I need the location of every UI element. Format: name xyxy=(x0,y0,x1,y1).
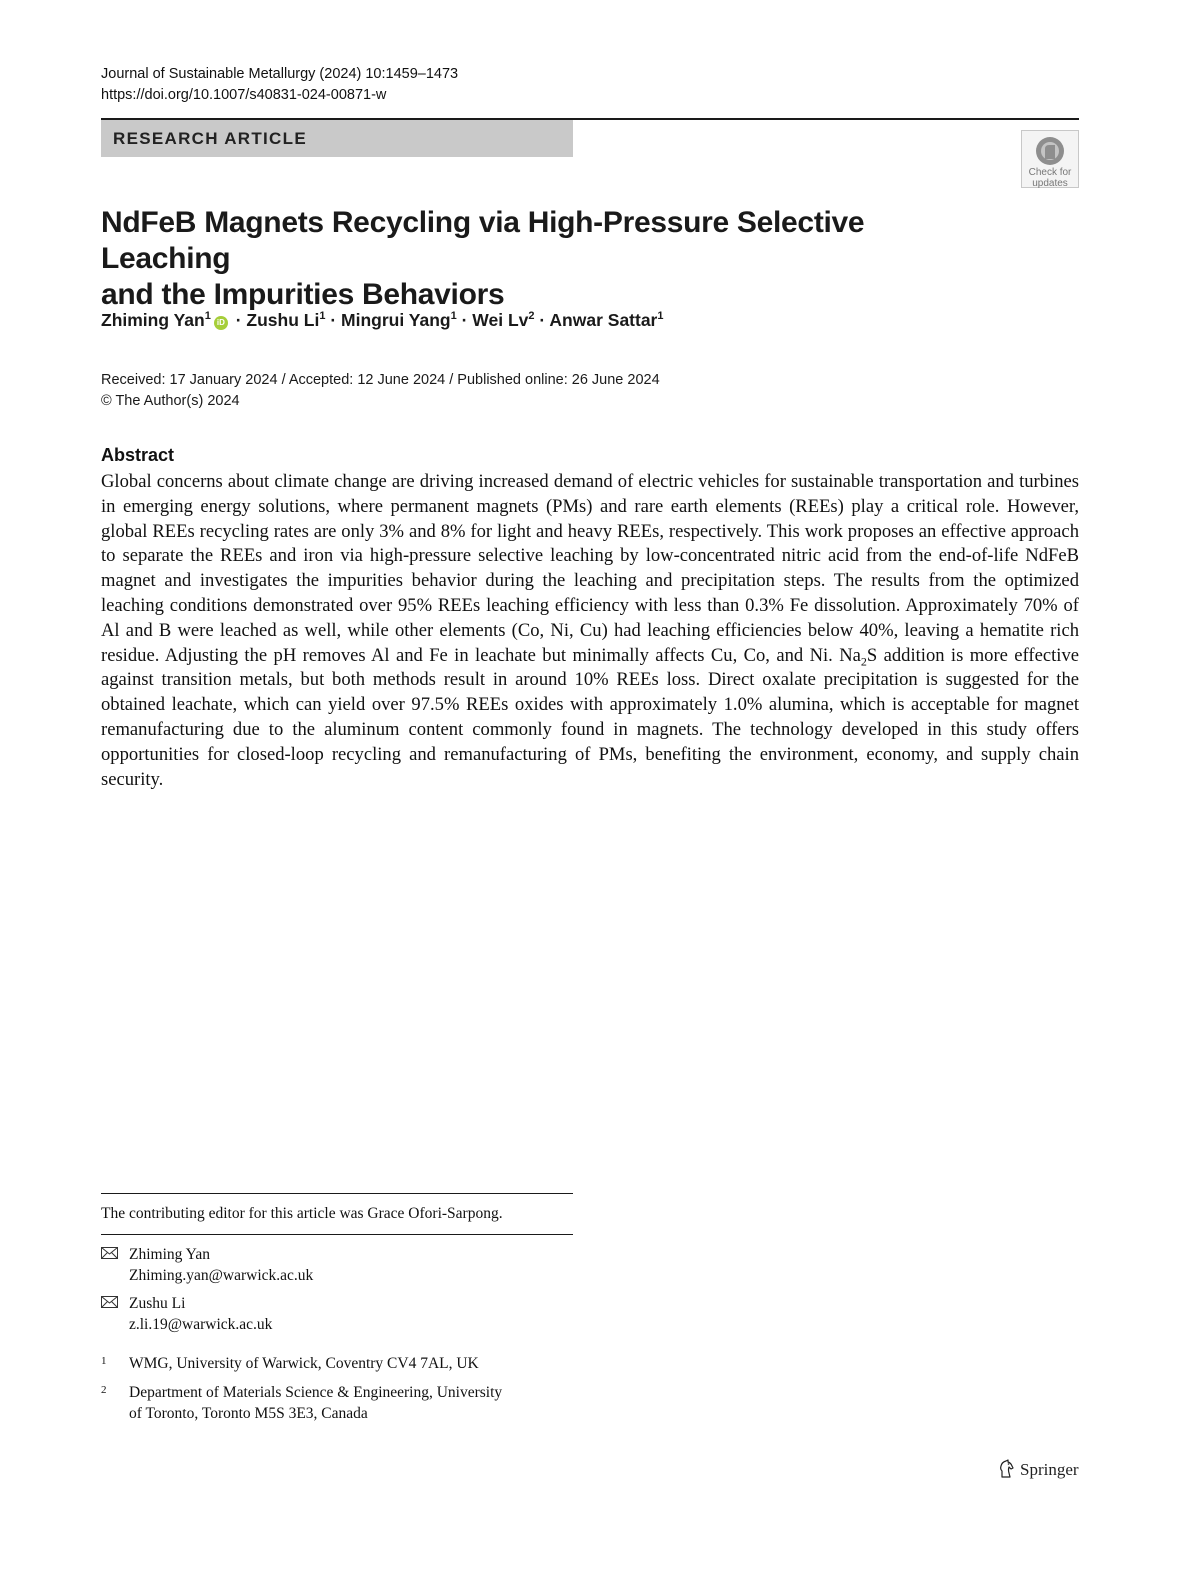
envelope-icon xyxy=(101,1296,118,1308)
author-affiliation: 1 xyxy=(204,310,211,323)
badge-text-line2: updates xyxy=(1032,178,1068,189)
correspondence-entry xyxy=(101,1293,272,1335)
footnote-rule-top xyxy=(101,1193,573,1194)
publication-history xyxy=(101,370,660,412)
author-affiliation: 1 xyxy=(450,310,457,323)
envelope-icon xyxy=(101,1247,118,1259)
article-type-banner: RESEARCH ARTICLE xyxy=(101,120,573,157)
article-title xyxy=(101,205,1001,313)
abstract-text-part1: Global concerns about climate change are driving increased demand of electric vehicles for sustainable transportation and turbines in emerging energy solutions, where permanent magnets (PMs) and rare earth elements (REEs) play a critical role. However, global REEs recycling rates are only 3% and 8% for light and heavy REEs, respectively. This work proposes an effective approach to separate the REEs and iron via high-pressure selective leaching by low-concentrated nitric acid from the end-of-life NdFeB magnet and investigates the impurities behavior during the leaching and precipitation steps. The results from the optimized leaching conditions demonstrated over 95% REEs leaching efficiency with less than 0.3% Fe dissolution. Approximately 70% of Al and B were leached as well, while other elements (Co, Ni, Cu) had leaching efficiencies below 40%, leaving a hematite rich residue. Adjusting the pH removes Al and Fe in leachate but minimally affects Cu, Co, and Ni. Na xyxy=(101,471,1079,666)
author-name[interactable]: Zushu Li xyxy=(246,310,320,330)
author-separator: · xyxy=(330,310,337,330)
author-affiliation: 2 xyxy=(528,310,535,323)
author-affiliation: 1 xyxy=(319,310,326,323)
orcid-icon[interactable]: iD xyxy=(214,316,228,330)
affiliation-entry xyxy=(101,1382,502,1424)
affiliation-number: 1 xyxy=(101,1355,107,1367)
correspondence-email[interactable]: Zhiming.yan@warwick.ac.uk xyxy=(129,1267,314,1284)
copyright-line: © The Author(s) 2024 xyxy=(101,393,240,409)
abstract-text-part2: S addition is more effective against transition metals, but both methods result in around 10% REEs loss. Direct oxalate precipitation is suggested for the obtained leachate, which can yield over 97.5% REEs oxides with approximately 1.0% alumina, which is acceptable for magnet remanufacturing due to the aluminum content commonly found in magnets. The technology developed in this study offers opportunities for closed-loop recycling and remanufacturing of PMs, benefiting the environment, economy, and supply chain security. xyxy=(101,644,1079,790)
author-name[interactable]: Zhiming Yan xyxy=(101,310,205,330)
journal-header xyxy=(101,64,458,106)
springer-horse-icon xyxy=(996,1459,1016,1479)
crossmark-icon xyxy=(1034,135,1066,167)
correspondence-name: Zhiming Yan xyxy=(129,1246,210,1263)
journal-citation: Journal of Sustainable Metallurgy (2024) 10:1459–1473 xyxy=(101,66,459,82)
abstract-body xyxy=(101,470,1079,792)
correspondence-email[interactable]: z.li.19@warwick.ac.uk xyxy=(129,1316,273,1333)
dates-line: Received: 17 January 2024 / Accepted: 12 June 2024 / Published online: 26 June 2024 xyxy=(101,372,660,388)
publisher-logo xyxy=(996,1458,1079,1482)
author-affiliation: 1 xyxy=(657,310,664,323)
author-separator: · xyxy=(235,310,242,330)
affiliation-entry xyxy=(101,1353,479,1374)
badge-text-line1: Check for xyxy=(1028,167,1072,178)
abstract-subscript: 2 xyxy=(860,654,867,669)
editor-note: The contributing editor for this article was Grace Ofori-Sarpong. xyxy=(101,1205,503,1222)
author-name[interactable]: Wei Lv xyxy=(472,310,529,330)
affiliation-text: Department of Materials Science & Engineering, University xyxy=(129,1384,503,1401)
author-name[interactable]: Mingrui Yang xyxy=(341,310,451,330)
doi-link[interactable]: https://doi.org/10.1007/s40831-024-00871-w xyxy=(101,87,387,103)
correspondence-entry xyxy=(101,1244,313,1286)
affiliation-number: 2 xyxy=(101,1384,107,1396)
title-line-1: NdFeB Magnets Recycling via High-Pressure Selective Leaching xyxy=(101,206,865,275)
check-for-updates-badge[interactable] xyxy=(1021,130,1079,188)
author-name[interactable]: Anwar Sattar xyxy=(549,310,658,330)
abstract-heading: Abstract xyxy=(101,445,175,465)
footnote-rule-bottom xyxy=(101,1234,573,1235)
affiliation-text: of Toronto, Toronto M5S 3E3, Canada xyxy=(129,1405,368,1422)
affiliation-text: WMG, University of Warwick, Coventry CV4 7AL, UK xyxy=(129,1355,479,1372)
correspondence-name: Zushu Li xyxy=(129,1295,186,1312)
publisher-name: Springer xyxy=(1020,1460,1079,1479)
author-list xyxy=(101,310,664,331)
author-separator: · xyxy=(539,310,546,330)
title-line-2: and the Impurities Behaviors xyxy=(101,278,505,311)
author-separator: · xyxy=(461,310,468,330)
